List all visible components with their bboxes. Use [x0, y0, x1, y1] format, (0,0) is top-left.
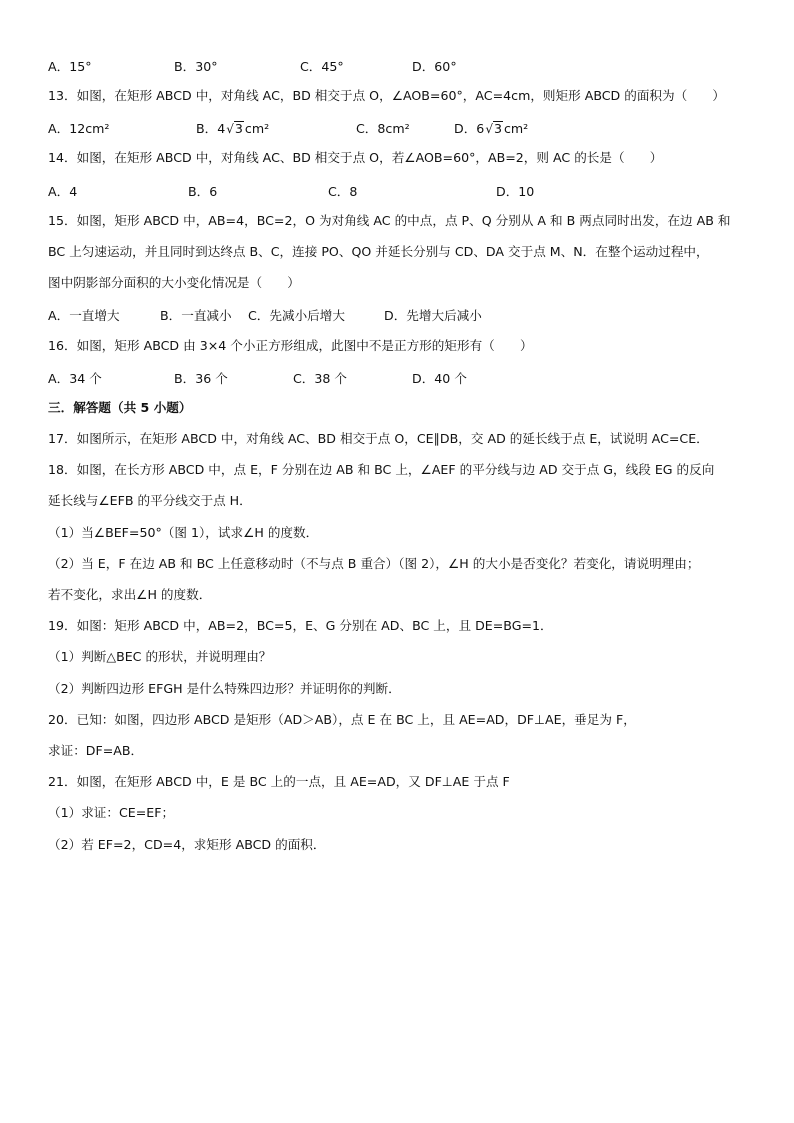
- q13-option-c: C．8cm²: [356, 121, 410, 136]
- q13-stem: 13．如图，在矩形 ABCD 中，对角线 AC，BD 相交于点 O，∠AOB=60°，AC=4cm，则矩形 ABCD 的面积为（ ）: [48, 88, 725, 103]
- q18-part-2-cont: 若不变化，求出∠H 的度数．: [48, 587, 212, 602]
- q14-option-a: A．4: [48, 184, 78, 199]
- q18-part-1: （1）当∠BEF=50°（图 1），试求∠H 的度数．: [48, 525, 319, 540]
- q21-stem: 21．如图，在矩形 ABCD 中，E 是 BC 上的一点，且 AE=AD，又 DF⊥AE 于点 F: [48, 774, 510, 789]
- q12-option-c: C．45°: [300, 59, 344, 74]
- q20-proof: 求证：DF=AB．: [48, 743, 144, 758]
- q18-part-2: （2）当 E，F 在边 AB 和 BC 上任意移动时（不与点 B 重合）（图 2），∠H 的大小是否变化？若变化，请说明理由；: [48, 556, 700, 571]
- q15-option-b: B．一直减小: [160, 308, 232, 323]
- q14-option-c: C．8: [328, 184, 358, 199]
- q15-line-3: 图中阴影部分面积的大小变化情况是（ ）: [48, 275, 300, 290]
- q13-option-b: B．4√3 cm²: [196, 121, 270, 136]
- q16-option-b: B．36 个: [174, 371, 228, 386]
- q12-option-b: B．30°: [174, 59, 218, 74]
- q19-stem: 19．如图：矩形 ABCD 中，AB=2，BC=5，E、G 分别在 AD、BC 上，且 DE=BG=1．: [48, 618, 553, 633]
- q16-option-c: C．38 个: [293, 371, 348, 386]
- q18-line-1: 18．如图，在长方形 ABCD 中，点 E，F 分别在边 AB 和 BC 上，∠AEF 的平分线与边 AD 交于点 G，线段 EG 的反向: [48, 462, 715, 477]
- section-heading-answer-questions: 三．解答题（共 5 小题）: [48, 400, 192, 415]
- q16-stem: 16．如图，矩形 ABCD 由 3×4 个小正方形组成，此图中不是正方形的矩形有（ ）: [48, 338, 533, 353]
- q17-stem: 17．如图所示，在矩形 ABCD 中，对角线 AC、BD 相交于点 O，CE∥DB，交 AD 的延长线于点 E，试说明 AC=CE．: [48, 431, 709, 446]
- q14-option-b: B．6: [188, 184, 218, 199]
- q12-option-d: D．60°: [412, 59, 457, 74]
- q15-line-2: BC 上匀速运动，并且同时到达终点 B、C，连接 PO、QO 并延长分别与 CD、DA 交于点 M、N．在整个运动过程中，: [48, 244, 709, 259]
- q16-option-a: A．34 个: [48, 371, 102, 386]
- q15-option-c: C．先减小后增大: [248, 308, 345, 323]
- q20-stem: 20．已知：如图，四边形 ABCD 是矩形（AD＞AB），点 E 在 BC 上，且 AE=AD，DF⊥AE，垂足为 F，: [48, 712, 636, 727]
- q14-option-d: D．10: [496, 184, 535, 199]
- q19-part-1: （1）判断△BEC 的形状，并说明理由？: [48, 649, 272, 664]
- q13-option-d: D．6√3 cm²: [454, 121, 529, 136]
- q16-option-d: D．40 个: [412, 371, 467, 386]
- q14-stem: 14．如图，在矩形 ABCD 中，对角线 AC、BD 相交于点 O，若∠AOB=60°，AB=2，则 AC 的长是（ ）: [48, 150, 663, 165]
- q15-option-d: D．先增大后减小: [384, 308, 482, 323]
- q12-option-a: A．15°: [48, 59, 92, 74]
- q18-line-2: 延长线与∠EFB 的平分线交于点 H．: [48, 493, 252, 508]
- q21-part-1: （1）求证：CE=EF；: [48, 805, 175, 820]
- q19-part-2: （2）判断四边形 EFGH 是什么特殊四边形？并证明你的判断．: [48, 681, 401, 696]
- q21-part-2: （2）若 EF=2，CD=4，求矩形 ABCD 的面积．: [48, 837, 326, 852]
- q15-line-1: 15．如图，矩形 ABCD 中，AB=4，BC=2，O 为对角线 AC 的中点，点 P、Q 分别从 A 和 B 两点同时出发，在边 AB 和: [48, 213, 731, 228]
- q15-option-a: A．一直增大: [48, 308, 120, 323]
- q13-option-a: A．12cm²: [48, 121, 110, 136]
